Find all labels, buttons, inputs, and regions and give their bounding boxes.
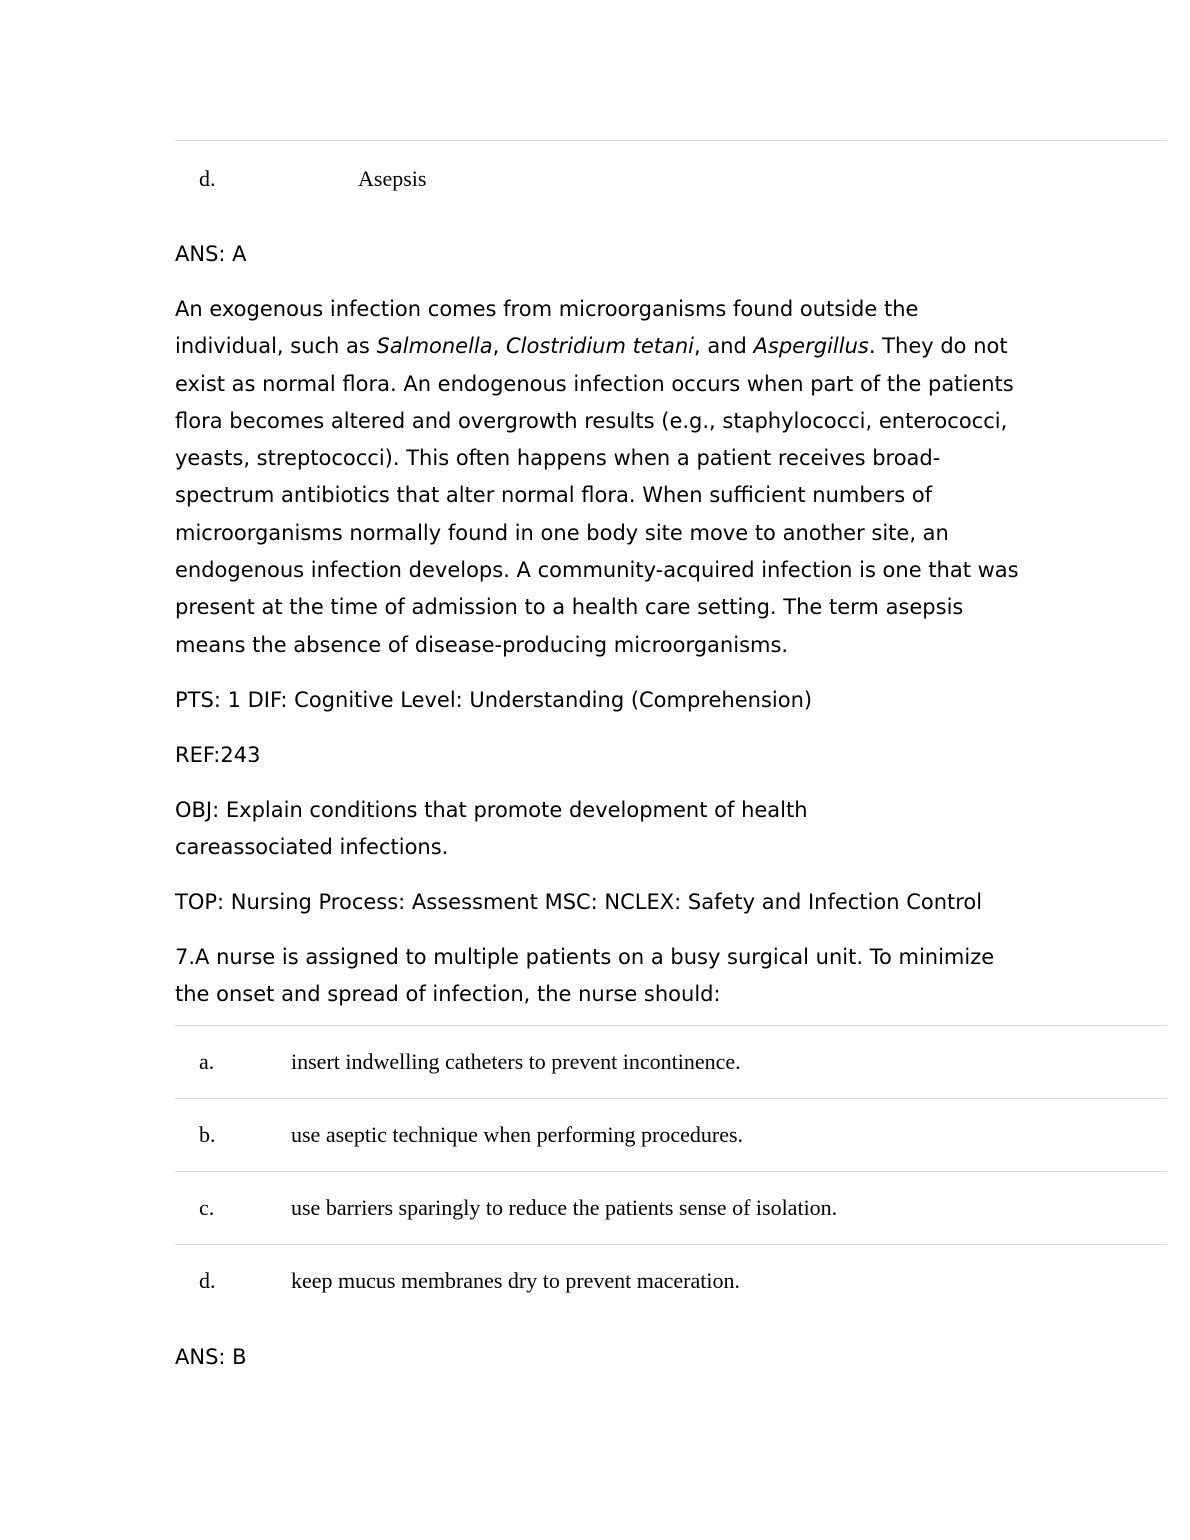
option-text: insert indwelling catheters to prevent incontinence. xyxy=(291,1049,741,1074)
option-text: use barriers sparingly to reduce the patients sense of isolation. xyxy=(291,1195,838,1220)
option-letter: c. xyxy=(199,1195,215,1220)
q6-topic-msc: TOP: Nursing Process: Assessment MSC: NCLEX: Safety and Infection Control xyxy=(175,890,983,914)
option-row-d xyxy=(175,1244,1167,1317)
q7-options-table xyxy=(175,1025,1167,1317)
option-letter: d. xyxy=(199,1268,216,1293)
q6-answer: ANS: A xyxy=(175,242,247,266)
rationale-text: . They do not exist as normal flora. An endogenous infection occurs when part of the patients flora becomes altered and overgrowth results (e.g., staphylococci, enterococci, yeasts, streptococci). This often happens when a patient receives broad-spectrum antibiotics that alter normal flora. When sufficient numbers of microorganisms normally found in one body site move to another site, an endogenous infection develops. A community-acquired infection is one that was present at the time of admission to a health care setting. The term asepsis means the absence of disease-producing microorganisms. xyxy=(175,334,1019,657)
option-letter: b. xyxy=(199,1122,216,1147)
option-letter: a. xyxy=(199,1049,215,1074)
q7-answer: ANS: B xyxy=(175,1345,247,1369)
organism-name: Salmonella xyxy=(376,334,493,359)
option-row-b xyxy=(175,1098,1167,1171)
option-text: use aseptic technique when performing procedures. xyxy=(291,1122,744,1147)
option-row-c xyxy=(175,1171,1167,1244)
organism-name: Aspergillus xyxy=(753,334,869,359)
rationale-text: An exogenous infection comes from microorganisms found outside the individual, such as xyxy=(175,297,919,359)
option-row-a xyxy=(175,1025,1167,1098)
option-row-d xyxy=(175,140,1167,217)
option-text: Asepsis xyxy=(358,166,427,191)
option-letter: d. xyxy=(199,166,216,191)
q6-options-table xyxy=(175,140,1167,217)
q6-ref: REF:243 xyxy=(175,743,261,767)
organism-name: Clostridium tetani xyxy=(506,334,694,359)
option-text: keep mucus membranes dry to prevent maceration. xyxy=(291,1268,741,1293)
rationale-separator: , xyxy=(492,334,506,359)
rationale-separator: , and xyxy=(694,334,754,359)
q6-objective: OBJ: Explain conditions that promote development of health careassociated infections. xyxy=(175,798,808,860)
q7-question: 7.A nurse is assigned to multiple patients on a busy surgical unit. To minimize the onset and spread of infection, the nurse should: xyxy=(175,945,995,1007)
q6-rationale xyxy=(175,291,1020,664)
q6-pts-dif: PTS: 1 DIF: Cognitive Level: Understanding (Comprehension) xyxy=(175,688,813,712)
